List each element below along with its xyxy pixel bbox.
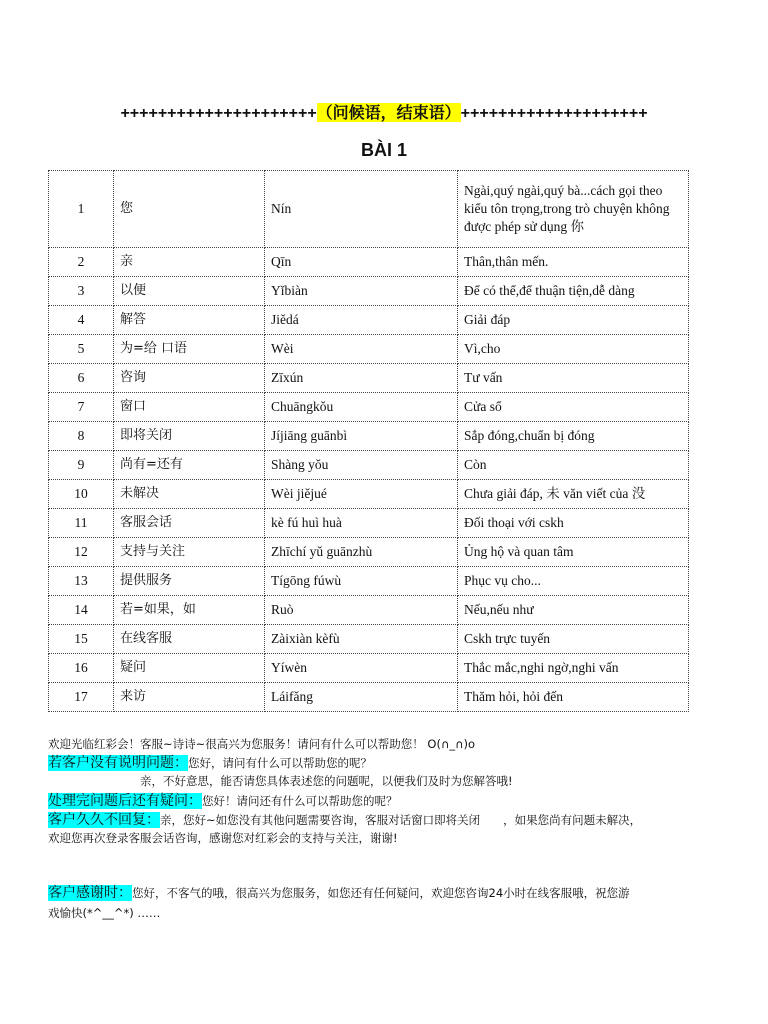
unclear-label: 若客户没有说明问题： xyxy=(48,755,188,771)
vocab-pinyin: Yíwèn xyxy=(265,654,458,683)
table-row xyxy=(49,538,689,567)
vocab-table xyxy=(48,170,689,712)
vocab-meaning: Chưa giải đáp, 未 văn viết của 没 xyxy=(458,480,689,509)
vocab-num: 13 xyxy=(49,567,114,596)
vocab-meaning: Nếu,nếu như xyxy=(458,596,689,625)
table-row xyxy=(49,480,689,509)
vocab-chinese: 解答 xyxy=(114,306,265,335)
vocab-pinyin: Wèi xyxy=(265,335,458,364)
vocab-pinyin: Jíjiāng guānbì xyxy=(265,422,458,451)
vocab-pinyin: Jiědá xyxy=(265,306,458,335)
vocab-meaning: Cskh trực tuyến xyxy=(458,625,689,654)
vocab-meaning: Thăm hỏi, hỏi đến xyxy=(458,683,689,712)
vocab-meaning: Ngài,quý ngài,quý bà...cách gọi theo kiểu tôn trọng,trong trò chuyện không được phép sử dụng 你 xyxy=(458,171,689,248)
vocab-pinyin: Yǐbiàn xyxy=(265,277,458,306)
table-row xyxy=(49,654,689,683)
table-row xyxy=(49,509,689,538)
vocab-chinese: 疑问 xyxy=(114,654,265,683)
table-row xyxy=(49,335,689,364)
noreply-label: 客户久久不回复： xyxy=(48,812,160,828)
vocab-chinese: 即将关闭 xyxy=(114,422,265,451)
header-highlight: （问候语，结束语） xyxy=(316,103,461,122)
vocab-num: 4 xyxy=(49,306,114,335)
vocab-meaning: Phục vụ cho... xyxy=(458,567,689,596)
table-row xyxy=(49,248,689,277)
table-row xyxy=(49,567,689,596)
vocab-chinese: 您 xyxy=(114,171,265,248)
vocab-pinyin: Tígōng fúwù xyxy=(265,567,458,596)
vocab-num: 11 xyxy=(49,509,114,538)
vocab-chinese: 以便 xyxy=(114,277,265,306)
vocab-chinese: 若=如果，如 xyxy=(114,596,265,625)
vocab-num: 10 xyxy=(49,480,114,509)
vocab-meaning: Sắp đóng,chuẩn bị đóng xyxy=(458,422,689,451)
vocab-pinyin: Chuāngkǒu xyxy=(265,393,458,422)
noreply-line-2: 欢迎您再次登录客服会话咨询，感谢您对红彩会的支持与关注，谢谢! xyxy=(48,831,398,845)
vocab-num: 1 xyxy=(49,171,114,248)
table-row xyxy=(49,683,689,712)
thanks-text: 您好，不客气的哦，很高兴为您服务，如您还有任何疑问，欢迎您咨询24小时在线客服哦，祝您游 xyxy=(132,886,630,900)
followup-text: 您好！请问还有什么可以帮助您的呢？ xyxy=(202,794,398,808)
vocab-meaning: Còn xyxy=(458,451,689,480)
vocab-pinyin: Ruò xyxy=(265,596,458,625)
lesson-title: BÀI 1 xyxy=(360,140,407,160)
vocab-meaning: Vì,cho xyxy=(458,335,689,364)
vocab-chinese: 未解决 xyxy=(114,480,265,509)
table-row xyxy=(49,306,689,335)
table-row xyxy=(49,422,689,451)
vocab-meaning: Thân,thân mến. xyxy=(458,248,689,277)
table-row xyxy=(49,277,689,306)
vocab-num: 8 xyxy=(49,422,114,451)
vocab-pinyin: Wèi jiějué xyxy=(265,480,458,509)
vocab-num: 14 xyxy=(49,596,114,625)
vocab-num: 5 xyxy=(49,335,114,364)
vocab-pinyin: Láifǎng xyxy=(265,683,458,712)
vocab-chinese: 窗口 xyxy=(114,393,265,422)
unclear-text: 您好，请问有什么可以帮助您的呢？ xyxy=(188,756,372,770)
vocab-num: 15 xyxy=(49,625,114,654)
header-plus-left: +++++++++++++++++++++ xyxy=(120,105,317,122)
vocab-chinese: 客服会话 xyxy=(114,509,265,538)
unclear-line-2: 亲，不好意思，能否请您具体表述您的问题呢，以便我们及时为您解答哦! xyxy=(140,774,513,788)
thanks-label: 客户感谢时： xyxy=(48,885,132,901)
vocab-num: 7 xyxy=(49,393,114,422)
vocab-chinese: 咨询 xyxy=(114,364,265,393)
header-line xyxy=(0,100,768,123)
table-row xyxy=(49,596,689,625)
header-plus-right: ++++++++++++++++++++ xyxy=(460,105,648,122)
vocab-pinyin: Qīn xyxy=(265,248,458,277)
table-row xyxy=(49,393,689,422)
table-row xyxy=(49,625,689,654)
vocab-num: 17 xyxy=(49,683,114,712)
table-row xyxy=(49,171,689,248)
vocab-num: 2 xyxy=(49,248,114,277)
unclear-line xyxy=(48,754,748,772)
vocab-pinyin: Zàixiàn kèfù xyxy=(265,625,458,654)
vocab-meaning: Giải đáp xyxy=(458,306,689,335)
vocab-num: 16 xyxy=(49,654,114,683)
vocab-num: 3 xyxy=(49,277,114,306)
thanks-line xyxy=(48,884,748,902)
vocab-chinese: 为=给 口语 xyxy=(114,335,265,364)
vocab-num: 12 xyxy=(49,538,114,567)
table-row xyxy=(49,364,689,393)
vocab-meaning: Tư vấn xyxy=(458,364,689,393)
vocab-meaning: Cửa sổ xyxy=(458,393,689,422)
followup-line xyxy=(48,792,748,810)
noreply-line xyxy=(48,811,748,829)
vocab-num: 6 xyxy=(49,364,114,393)
vocab-chinese: 提供服务 xyxy=(114,567,265,596)
vocab-meaning: Đối thoại với cskh xyxy=(458,509,689,538)
vocab-chinese: 亲 xyxy=(114,248,265,277)
vocab-meaning: Thắc mắc,nghi ngờ,nghi vấn xyxy=(458,654,689,683)
table-row xyxy=(49,451,689,480)
vocab-chinese: 支持与关注 xyxy=(114,538,265,567)
welcome-line: 欢迎光临红彩会！客服~诗诗~很高兴为您服务！请问有什么可以帮助您！ O(∩_∩)o xyxy=(48,737,476,751)
vocab-meaning: Để có thể,để thuận tiện,dễ dàng xyxy=(458,277,689,306)
noreply-text: 亲，您好~如您没有其他问题需要咨询，客服对话窗口即将关闭 ，如果您尚有问题未解决， xyxy=(160,813,642,827)
vocab-pinyin: Shàng yǒu xyxy=(265,451,458,480)
vocab-chinese: 尚有=还有 xyxy=(114,451,265,480)
vocab-pinyin: Nín xyxy=(265,171,458,248)
followup-label: 处理完问题后还有疑问： xyxy=(48,793,202,809)
thanks-line-2: 戏愉快(*^__^*) …… xyxy=(48,906,161,920)
vocab-num: 9 xyxy=(49,451,114,480)
vocab-chinese: 来访 xyxy=(114,683,265,712)
vocab-pinyin: Zhīchí yǔ guānzhù xyxy=(265,538,458,567)
vocab-pinyin: kè fú huì huà xyxy=(265,509,458,538)
vocab-meaning: Ủng hộ và quan tâm xyxy=(458,538,689,567)
vocab-pinyin: Zīxún xyxy=(265,364,458,393)
vocab-chinese: 在线客服 xyxy=(114,625,265,654)
